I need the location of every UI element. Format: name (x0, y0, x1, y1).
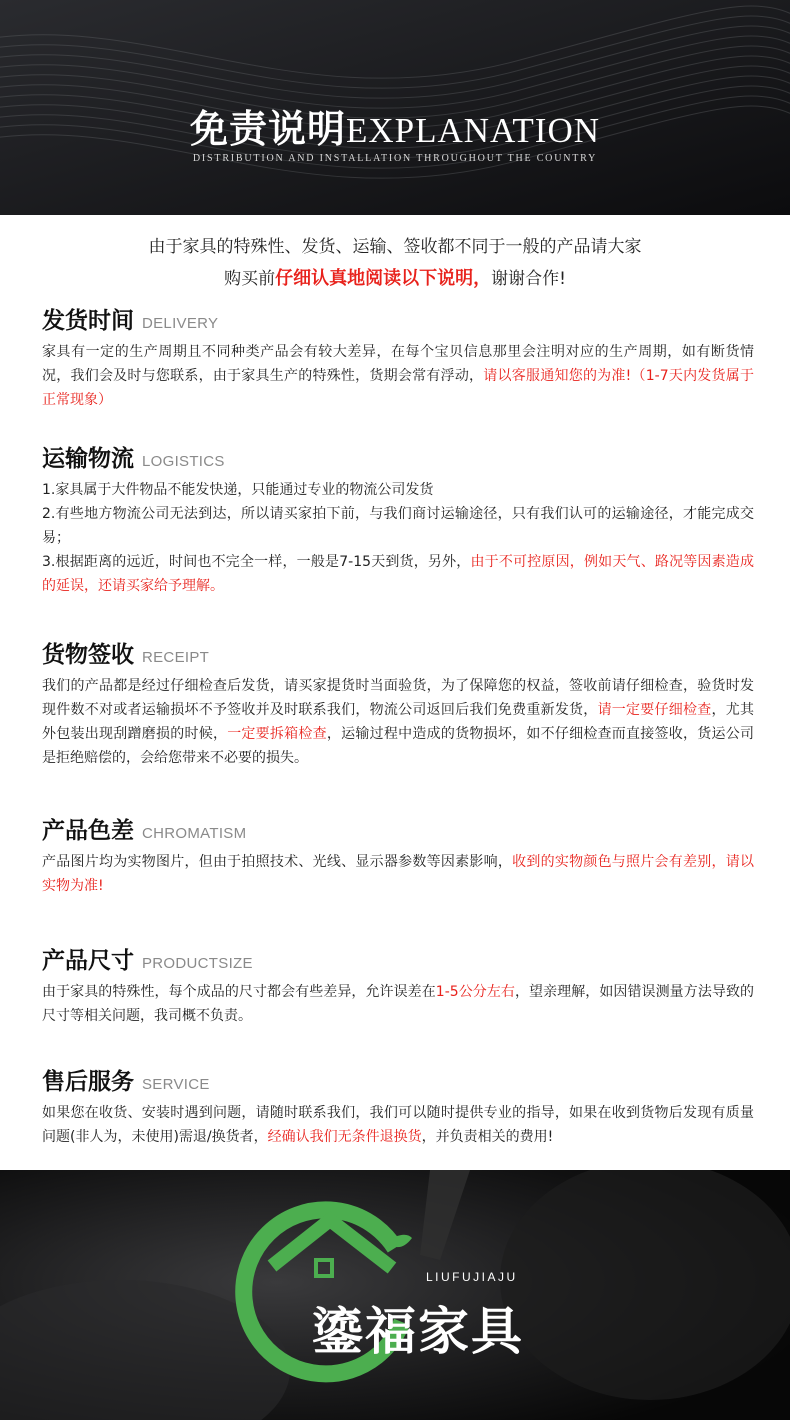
body-text: 如果您在收货、安装时遇到问题，请随时联系我们，我们可以随时提供专业的指导，如果在收到货物后发现有质量问题(非人为，未使用)需退/换货者， (42, 1105, 754, 1145)
title-en: EXPLANATION (345, 111, 601, 150)
section-body (42, 340, 754, 412)
section-title: 货物签收 (42, 642, 134, 668)
section-subtitle: SERVICE (142, 1076, 210, 1093)
footer-brand-banner (0, 1170, 790, 1420)
body-highlight: 收到的实物颜色与照片会有差别，请以实物为准! (42, 854, 755, 894)
body-text: ，并负责相关的费用! (421, 1129, 554, 1145)
intro (0, 231, 790, 295)
section-header (42, 942, 754, 978)
intro-line-2-post: 谢谢合作! (491, 269, 566, 289)
list-item: 1.家具属于大件物品不能发快递，只能通过专业的物流公司发货 (42, 482, 434, 498)
section-subtitle: PRODUCTSIZE (142, 955, 253, 972)
section-header (42, 1063, 754, 1099)
body-text: 我们的产品都是经过仔细检查后发货，请买家提货时当面验货，为了保障您的权益，签收前请仔细检查，验货时发现件数不对或者运输损坏不予签收并及时联系我们，物流公司返回后我们免费重新发货， (42, 678, 754, 718)
brand-name-en: LIUFUJIAJU (426, 1270, 518, 1284)
section-subtitle: DELIVERY (142, 315, 219, 332)
section-body (42, 674, 754, 770)
section-header (42, 440, 754, 476)
list-item (42, 550, 754, 598)
body-text: 由于家具的特殊性，每个成品的尺寸都会有些差异，允许误差在 (42, 984, 436, 1000)
section-body (42, 1101, 754, 1149)
page-title (0, 98, 790, 153)
body-text: ，尤其外包装出现刮蹭磨损的时候， (42, 702, 755, 742)
body-text: 家具有一定的生产周期且不同种类产品会有较大差异，在每个宝贝信息那里会注明对应的生产周期，如有断货情况，我们会及时与您联系，由于家具生产的特殊性，货期会常有浮动， (42, 344, 754, 384)
section-body (42, 850, 754, 898)
body-text: ，运输过程中造成的货物损坏，如不仔细检查而直接签收，货运公司是拒绝赔偿的，会给您带来不必要的损失。 (42, 726, 755, 766)
section-title: 产品色差 (42, 818, 134, 844)
intro-line-2 (0, 263, 790, 295)
section-header (42, 812, 754, 848)
list-item: 2.有些地方物流公司无法到达，所以请买家拍下前，与我们商讨运输途径，只有我们认可的运输途径，才能完成交易； (42, 506, 754, 546)
intro-line-2-pre: 购买前 (224, 269, 276, 289)
section-subtitle: RECEIPT (142, 649, 210, 666)
section-header (42, 302, 754, 338)
section-delivery (42, 302, 754, 412)
intro-line-1: 由于家具的特殊性、发货、运输、签收都不同于一般的产品请大家 (148, 237, 642, 257)
subtitle: DISTRIBUTION AND INSTALLATION THROUGHOUT THE COUNTRY (192, 153, 598, 164)
section-title: 产品尺寸 (42, 948, 134, 974)
section-subtitle: CHROMATISM (142, 825, 247, 842)
body-highlight: 1-5公分左右 (435, 984, 515, 1000)
section-body (42, 478, 754, 598)
section-body (42, 980, 754, 1028)
body-highlight: 请一定要仔细检查 (597, 702, 712, 718)
section-product-size (42, 942, 754, 1028)
title-cn: 免责说明 (189, 107, 346, 151)
intro-line-2-highlight: 仔细认真地阅读以下说明， (275, 268, 492, 289)
header-banner (0, 0, 790, 215)
section-title: 发货时间 (42, 308, 134, 334)
body-text: ，望亲理解，如因错误测量方法导致的尺寸等相关问题，我司概不负责。 (42, 984, 755, 1024)
brand-name-cn: 鎏福家具 (312, 1303, 525, 1362)
section-logistics (42, 440, 754, 598)
body-highlight: 请以客服通知您的为准!（1-7天内发货属于正常现象） (42, 368, 755, 408)
body-highlight: 由于不可控原因，例如天气、路况等因素造成的延误，还请买家给予理解。 (42, 554, 754, 594)
section-header (42, 636, 754, 672)
body-text: 3.根据距离的远近，时间也不完全一样，一般是7-15天到货，另外， (42, 554, 471, 570)
body-highlight: 一定要拆箱检查 (227, 726, 327, 742)
section-title: 售后服务 (42, 1069, 134, 1095)
section-service (42, 1063, 754, 1149)
section-title: 运输物流 (42, 446, 134, 472)
section-receipt (42, 636, 754, 770)
body-text: 产品图片均为实物图片，但由于拍照技术、光线、显示器参数等因素影响， (42, 854, 513, 870)
body-highlight: 经确认我们无条件退换货 (267, 1129, 422, 1145)
section-chromatism (42, 812, 754, 898)
section-subtitle: LOGISTICS (142, 453, 225, 470)
